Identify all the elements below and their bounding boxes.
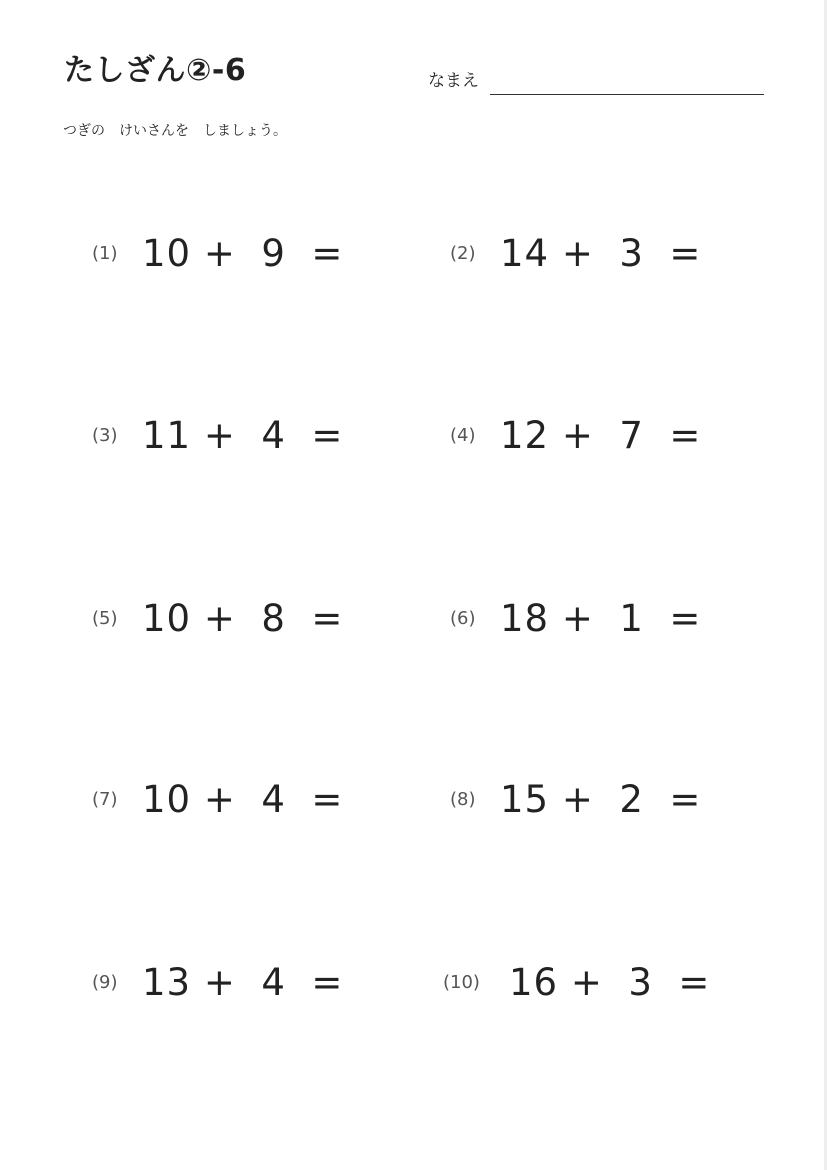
problem-number: (4)	[450, 425, 476, 446]
name-field-line[interactable]	[490, 94, 764, 95]
problem-expression: 10 + 9 =	[142, 232, 344, 275]
problem-expression: 15 + 2 =	[500, 778, 702, 821]
problem-number: (8)	[450, 789, 476, 810]
problem-number: (5)	[92, 608, 118, 629]
worksheet-title: たしざん②-6	[64, 53, 247, 88]
problem-expression: 13 + 4 =	[142, 961, 344, 1004]
problem-number: (7)	[92, 789, 118, 810]
problem-number: (2)	[450, 243, 476, 264]
problem-number: (3)	[92, 425, 118, 446]
problem-number: (9)	[92, 972, 118, 993]
problem-expression: 18 + 1 =	[500, 597, 702, 640]
name-label: なまえ	[428, 71, 479, 91]
problem-number: (6)	[450, 608, 476, 629]
problem-expression: 14 + 3 =	[500, 232, 702, 275]
problem-expression: 10 + 4 =	[142, 778, 344, 821]
problem-expression: 11 + 4 =	[142, 414, 344, 457]
problem-expression: 12 + 7 =	[500, 414, 702, 457]
problem-number: (10)	[443, 972, 480, 993]
problem-number: (1)	[92, 243, 118, 264]
problem-expression: 10 + 8 =	[142, 597, 344, 640]
problem-expression: 16 + 3 =	[509, 961, 711, 1004]
instruction-text: つぎの けいさんを しましょう。	[63, 123, 287, 139]
